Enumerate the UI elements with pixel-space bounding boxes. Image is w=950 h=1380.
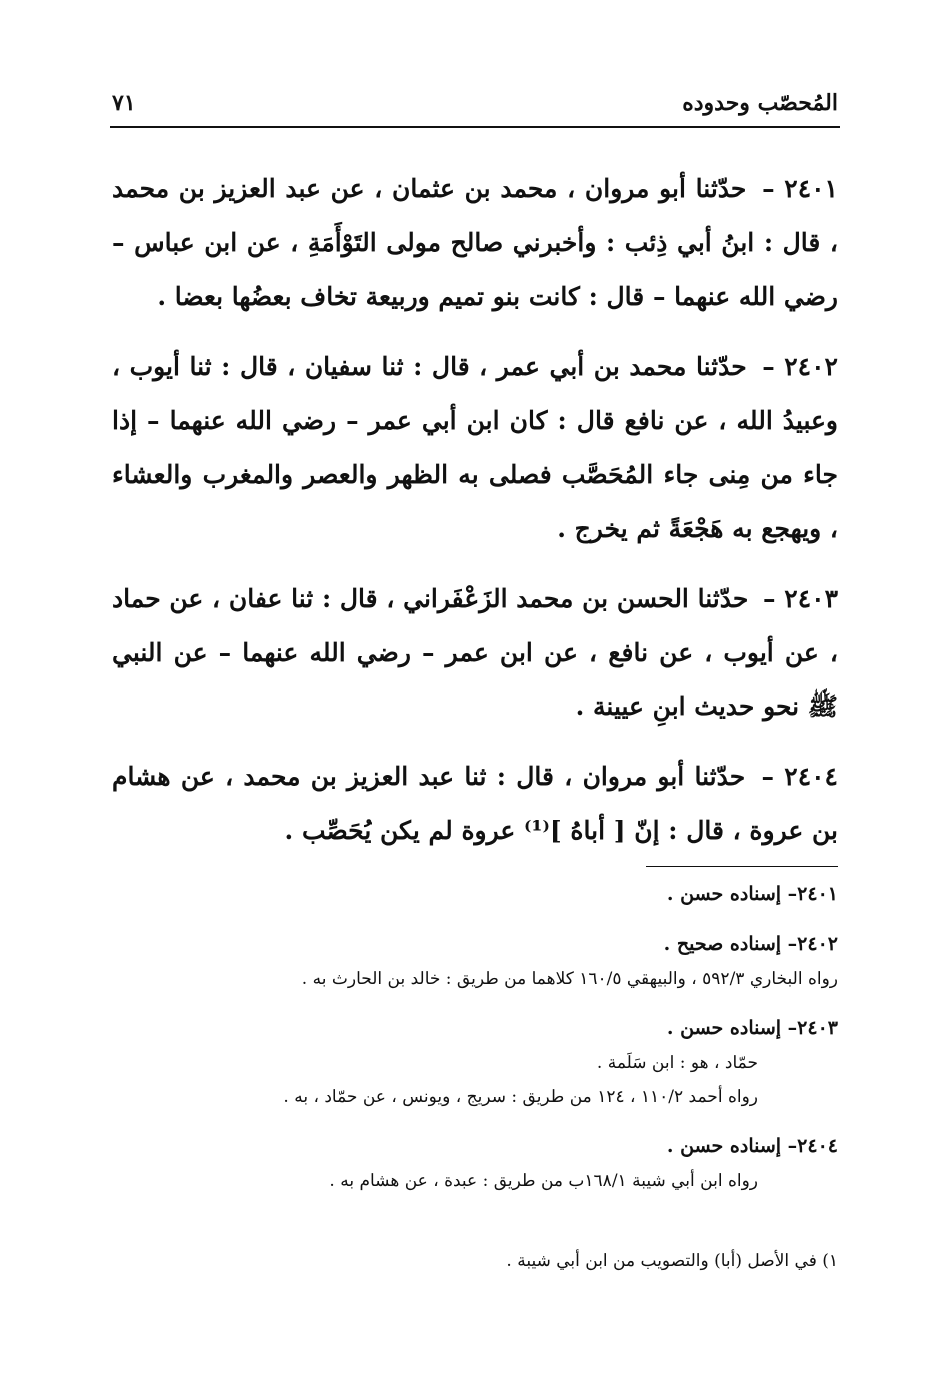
note-heading: ٢٤٠٣– إسناده حسن .	[666, 1017, 838, 1039]
note-2403	[112, 1010, 838, 1114]
header-rule	[110, 126, 840, 128]
note-line: حمّاد ، هو : ابن سَلَمة .	[596, 1053, 758, 1073]
running-title: المُحصّب وحدوده	[682, 90, 838, 116]
note-heading: ٢٤٠١– إسناده حسن .	[666, 883, 838, 905]
hadith-text: حدّثنا أبو مروان ، قال : ثنا عبد العزيز بن محمد ، عن هشام بن عروة ، قال : إنّ [ أباهُ ]⁽¹⁾ عروة لم يكن يُحَصِّب .	[112, 762, 838, 845]
note-heading: ٢٤٠٢– إسناده صحيح .	[663, 933, 838, 955]
hadith-number: ٢٤٠١ –	[762, 174, 838, 203]
page-number: ٧١	[112, 90, 136, 116]
hadith-2402	[112, 340, 838, 556]
page-header	[112, 86, 838, 126]
hadith-number: ٢٤٠٤ –	[761, 762, 838, 791]
note-2404	[112, 1128, 838, 1198]
footnote-rule	[646, 866, 838, 867]
hadith-text: حدّثنا محمد بن أبي عمر ، قال : ثنا سفيان ، قال : ثنا أيوب ، وعبيدُ الله ، عن نافع قال : كان ابن أبي عمر – رضي الله عنهما – إذا جاء من مِنى جاء المُحَصَّب فصلى به الظهر والعصر والمغرب والعشاء ، ويهجع به هَجْعَةً ثم يخرج .	[112, 352, 838, 543]
hadith-2404	[112, 750, 838, 858]
endnote: ١) في الأصل (أبا) والتصويب من ابن أبي شيبة .	[506, 1251, 838, 1271]
note-line: رواه ابن أبي شيبة ١٦٨/١ب من طريق : عبدة ، عن هشام به .	[329, 1171, 758, 1191]
hadith-2403	[112, 572, 838, 734]
hadith-number: ٢٤٠٢ –	[762, 352, 838, 381]
note-2401	[112, 876, 838, 912]
hadith-text: حدّثنا الحسن بن محمد الزَعْفَراني ، قال : ثنا عفان ، عن حماد ، عن أيوب ، عن نافع ، عن ابن عمر – رضي الله عنهما – عن النبي ﷺ نحو حديث ابنِ عيينة .	[112, 584, 838, 721]
hadith-section	[112, 162, 838, 874]
note-line: رواه أحمد ١١٠/٢ ، ١٢٤ من طريق : سريج ، ويونس ، عن حمّاد ، به .	[283, 1087, 758, 1107]
note-line: رواه البخاري ٥٩٢/٣ ، والبيهقي ١٦٠/٥ كلاهما من طريق : خالد بن الحارث به .	[301, 969, 838, 989]
hadith-text: حدّثنا أبو مروان ، محمد بن عثمان ، عن عبد العزيز بن محمد ، قال : ابنُ أبي ذِئب : وأخبرني صالح مولى التَوْأَمَةِ ، عن ابن عباس – رضي الله عنهما – قال : كانت بنو تميم وربيعة تخاف بعضُها بعضا .	[112, 174, 838, 311]
note-2402	[112, 926, 838, 996]
note-heading: ٢٤٠٤– إسناده حسن .	[666, 1135, 838, 1157]
hadith-number: ٢٤٠٣ –	[763, 584, 838, 613]
hadith-2401	[112, 162, 838, 324]
footnotes	[112, 876, 838, 1212]
